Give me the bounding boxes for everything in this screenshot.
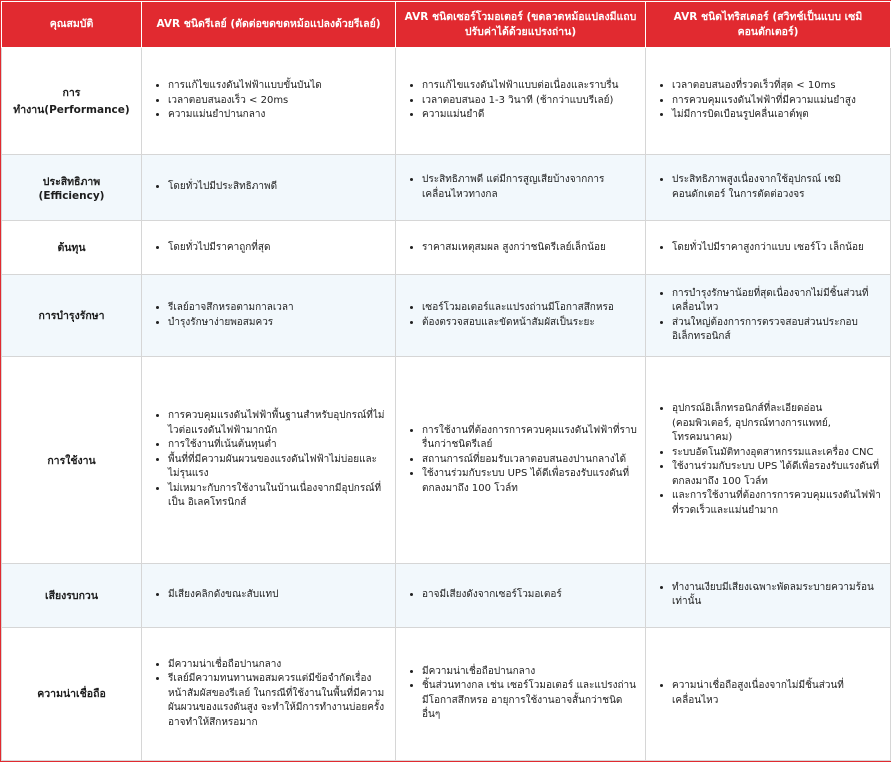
cell-relay — [142, 48, 396, 155]
bullet-list — [646, 173, 890, 202]
cell-thyristor — [646, 48, 891, 155]
cell-thyristor — [646, 563, 891, 627]
cell-servo — [396, 627, 646, 760]
list-item: • บำรุงรักษาง่ายพอสมควร — [168, 316, 387, 331]
bullet-list — [142, 241, 395, 256]
list-item: • การแก้ไขแรงดันไฟฟ้าแบบต่อเนื่องและราบรื่น — [422, 79, 637, 94]
cell-servo — [396, 155, 646, 221]
bullet-list — [142, 658, 395, 731]
header-servo-avr: AVR ชนิดเซอร์โวมอเตอร์ (ขดลวดหม้อแปลงมีแถบปรับค่าได้ด้วยแปรงถ่าน) — [396, 2, 646, 48]
cell-thyristor — [646, 357, 891, 563]
bullet-list — [396, 588, 645, 603]
list-item: • รีเลย์มีความทนทานพอสมควรแต่มีข้อจำกัดเรื่องหน้าสัมผัสของรีเลย์ ในกรณีที่ใช้งานในพื้นที่มีความผันผวนของแรงดันสูง จะทำให้มีการทำงานบ่อยครั้งอาจทำให้สึกหรอมาก — [168, 672, 387, 730]
cell-relay — [142, 357, 396, 563]
header-thyristor-avr: AVR ชนิดไทริสเตอร์ (สวิทช์เป็นแบบ เซมิคอนดักเตอร์) — [646, 2, 891, 48]
list-item: • ชิ้นส่วนทางกล เช่น เซอร์โวมอเตอร์ และแปรงถ่าน มีโอกาสสึกหรอ อายุการใช้งานอาจสั้นกว่าชนิดอื่นๆ — [422, 679, 637, 723]
row-label: เสียงรบกวน — [2, 563, 142, 627]
cell-servo — [396, 275, 646, 357]
bullet-list — [646, 402, 890, 518]
list-item: • ประสิทธิภาพสูงเนื่องจากใช้อุปกรณ์ เซมิคอนดักเตอร์ ในการตัดต่อวงจร — [672, 173, 882, 202]
cell-relay — [142, 275, 396, 357]
header-relay-avr: AVR ชนิดรีเลย์ (ตัดต่อขดขดหม้อแปลงด้วยรีเลย์) — [142, 2, 396, 48]
bullet-list — [142, 180, 395, 195]
cell-relay — [142, 627, 396, 760]
row-label: การบำรุงรักษา — [2, 275, 142, 357]
list-item: • โดยทั่วไปมีราคาสูงกว่าแบบ เซอร์โว เล็กน้อย — [672, 241, 882, 256]
row-efficiency — [2, 155, 891, 221]
list-item: • โดยทั่วไปมีประสิทธิภาพดี — [168, 180, 387, 195]
list-item: • การใช้งานที่เน้นต้นทุนต่ำ — [168, 438, 387, 453]
bullet-list — [142, 588, 395, 603]
list-item: • เวลาตอบสนองที่รวดเร็วที่สุด < 10ms — [672, 79, 882, 94]
list-item: • ใช้งานร่วมกับระบบ UPS ได้ดีเพื่อรองรับแรงดันที่ตกลงมาถึง 100 โวล์ท — [672, 460, 882, 489]
list-item: • พื้นที่ที่มีความผันผวนของแรงดันไฟฟ้าไม่บ่อยและไม่รุนแรง — [168, 453, 387, 482]
cell-relay — [142, 155, 396, 221]
list-item: • เซอร์โวมอเตอร์และแปรงถ่านมีโอกาสสึกหรอ — [422, 301, 637, 316]
list-item: • อุปกรณ์อิเล็กทรอนิกส์ที่ละเอียดอ่อน (คอมพิวเตอร์, อุปกรณ์ทางการแพทย์, โทรคมนาคม) — [672, 402, 882, 446]
cell-thyristor — [646, 155, 891, 221]
cell-thyristor — [646, 275, 891, 357]
list-item: • ความน่าเชื่อถือสูงเนื่องจากไม่มีชิ้นส่วนที่เคลื่อนไหว — [672, 679, 882, 708]
bullet-list — [396, 79, 645, 123]
list-item: • อาจมีเสียงดังจากเซอร์โวมอเตอร์ — [422, 588, 637, 603]
cell-servo — [396, 563, 646, 627]
list-item: • มีความน่าเชื่อถือปานกลาง — [168, 658, 387, 673]
bullet-list — [142, 301, 395, 330]
bullet-list — [396, 173, 645, 202]
row-label: การทำงาน(Performance) — [2, 48, 142, 155]
list-item: • โดยทั่วไปมีราคาถูกที่สุด — [168, 241, 387, 256]
header-property: คุณสมบัติ — [2, 2, 142, 48]
list-item: • ระบบอัตโนมัติทางอุตสาหกรรมและเครื่อง CNC — [672, 446, 882, 461]
row-label: การใช้งาน — [2, 357, 142, 563]
bullet-list — [142, 79, 395, 123]
row-performance — [2, 48, 891, 155]
list-item: • ทำงานเงียบมีเสียงเฉพาะพัดลมระบายความร้อนเท่านั้น — [672, 581, 882, 610]
list-item: • การควบคุมแรงดันไฟฟ้าพื้นฐานสำหรับอุปกรณ์ที่ไม่ไวต่อแรงดันไฟฟ้ามากนัก — [168, 409, 387, 438]
list-item: • ความแม่นยำปานกลาง — [168, 108, 387, 123]
list-item: • มีความน่าเชื่อถือปานกลาง — [422, 665, 637, 680]
list-item: • ประสิทธิภาพดี แต่มีการสูญเสียบ้างจากการเคลื่อนไหวทางกล — [422, 173, 637, 202]
list-item: • มีเสียงคลิกดังขณะสับแทป — [168, 588, 387, 603]
row-cost — [2, 221, 891, 275]
row-label: ประสิทธิภาพ (Efficiency) — [2, 155, 142, 221]
list-item: • ความแม่นยำดี — [422, 108, 637, 123]
list-item: • ไม่มีการบิดเบือนรูปคลื่นเอาต์พุต — [672, 108, 882, 123]
bullet-list — [396, 665, 645, 723]
cell-servo — [396, 357, 646, 563]
bullet-list — [646, 287, 890, 345]
row-maintenance — [2, 275, 891, 357]
list-item: • การแก้ไขแรงดันไฟฟ้าแบบขั้นบันได — [168, 79, 387, 94]
bullet-list — [646, 581, 890, 610]
bullet-list — [396, 241, 645, 256]
row-noise — [2, 563, 891, 627]
list-item: • และการใช้งานที่ต้องการการควบคุมแรงดันไฟฟ้าที่รวดเร็วและแม่นยำมาก — [672, 489, 882, 518]
list-item: • เวลาตอบสนอง 1-3 วินาที (ช้ากว่าแบบรีเลย์) — [422, 94, 637, 109]
cell-relay — [142, 221, 396, 275]
avr-comparison-table — [1, 1, 891, 761]
cell-thyristor — [646, 627, 891, 760]
list-item: • การควบคุมแรงดันไฟฟ้าที่มีความแม่นยำสูง — [672, 94, 882, 109]
cell-relay — [142, 563, 396, 627]
row-label: ความน่าเชื่อถือ — [2, 627, 142, 760]
list-item: • เวลาตอบสนองเร็ว < 20ms — [168, 94, 387, 109]
header-row — [2, 2, 891, 48]
list-item: • ใช้งานร่วมกับระบบ UPS ได้ดีเพื่อรองรับแรงดันที่ตกลงมาถึง 100 โวล์ท — [422, 467, 637, 496]
list-item: • ต้องตรวจสอบและขัดหน้าสัมผัสเป็นระยะ — [422, 316, 637, 331]
list-item: • ส่วนใหญ่ต้องการการตรวจสอบส่วนประกอบ อิเล็กทรอนิกส์ — [672, 316, 882, 345]
bullet-list — [142, 409, 395, 511]
list-item: • ไม่เหมาะกับการใช้งานในบ้านเนื่องจากมีอุปกรณ์ที่เป็น อิเลคโทรนิกส์ — [168, 482, 387, 511]
row-label: ต้นทุน — [2, 221, 142, 275]
list-item: • การใช้งานที่ต้องการการควบคุมแรงดันไฟฟ้าที่ราบรื่นกว่าชนิดรีเลย์ — [422, 424, 637, 453]
row-reliability — [2, 627, 891, 760]
cell-thyristor — [646, 221, 891, 275]
list-item: • การบำรุงรักษาน้อยที่สุดเนื่องจากไม่มีชิ้นส่วนที่เคลื่อนไหว — [672, 287, 882, 316]
bullet-list — [646, 241, 890, 256]
list-item: • ราคาสมเหตุสมผล สูงกว่าชนิดรีเลย์เล็กน้อย — [422, 241, 637, 256]
bullet-list — [396, 424, 645, 497]
list-item: • สถานการณ์ที่ยอมรับเวลาตอบสนองปานกลางได้ — [422, 453, 637, 468]
bullet-list — [396, 301, 645, 330]
bullet-list — [646, 79, 890, 123]
list-item: • รีเลย์อาจสึกหรอตามกาลเวลา — [168, 301, 387, 316]
bullet-list — [646, 679, 890, 708]
row-applications — [2, 357, 891, 563]
cell-servo — [396, 221, 646, 275]
cell-servo — [396, 48, 646, 155]
